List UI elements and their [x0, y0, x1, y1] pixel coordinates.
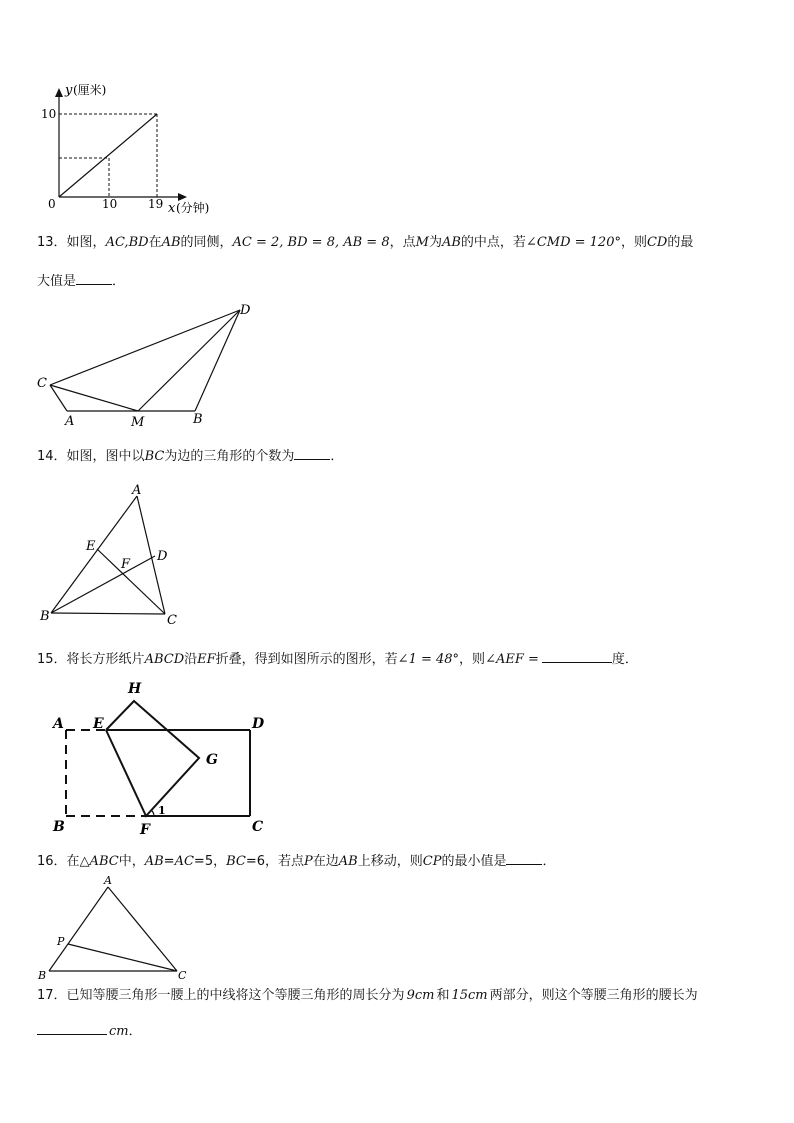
q13-math: ∠CMD = 120°	[525, 235, 621, 250]
q16-math: P	[304, 854, 313, 869]
label-a: A	[53, 716, 64, 732]
q14-end: ．	[330, 449, 344, 464]
label-f: F	[121, 557, 131, 572]
label-h: H	[128, 681, 142, 697]
label-g: G	[206, 752, 218, 768]
q13-text: 的最	[667, 235, 694, 250]
label-d: D	[240, 303, 251, 318]
origin-label: 0	[48, 197, 56, 211]
q13-text: 如图，	[66, 235, 106, 250]
q14-text: 为边的三角形的个数为	[164, 449, 295, 464]
answer-blank[interactable]	[542, 649, 612, 663]
x-axis-arrow	[178, 193, 187, 201]
label-a: A	[132, 483, 142, 498]
x-axis-unit: (分钟)	[176, 201, 210, 215]
segment-bc	[51, 613, 165, 614]
question-14	[37, 446, 343, 466]
label-b: B	[193, 412, 203, 427]
label-b: B	[38, 969, 47, 982]
q13-end: ．	[112, 274, 126, 289]
q15-number: 15．	[37, 652, 67, 667]
q13-math: AC = 2, BD = 8, AB = 8	[232, 235, 390, 250]
q16-math: △ABC	[79, 854, 119, 869]
q17-text: 和	[436, 988, 450, 1003]
label-c: C	[167, 613, 177, 628]
folded-part	[106, 701, 199, 816]
q15-text: ，则	[459, 652, 486, 667]
q13-number: 13．	[37, 235, 67, 250]
segment-bd	[51, 556, 155, 613]
question-13-line2	[37, 271, 125, 291]
label-d: D	[252, 716, 265, 732]
q15-text: 将长方形纸片	[66, 652, 145, 667]
q13-math: AC,BD	[105, 235, 149, 250]
q13-text: 在	[148, 235, 162, 250]
label-e: E	[86, 539, 96, 554]
label-p: P	[57, 935, 65, 948]
label-c: C	[37, 376, 47, 391]
q15-text: 沿	[184, 652, 198, 667]
q13-text: 的中点，若	[460, 235, 526, 250]
q13-text: 为	[428, 235, 442, 250]
question-13-line1	[37, 234, 693, 252]
q17-number: 17．	[37, 988, 67, 1003]
q16-text: 在边	[312, 854, 339, 869]
x-axis-label: x	[168, 201, 176, 216]
label-b: B	[40, 609, 50, 624]
q13-text: ，点	[389, 235, 416, 250]
q16-figure	[30, 872, 200, 984]
graph-line	[59, 114, 157, 197]
q16-math: AC	[174, 854, 194, 869]
q15-text: 折叠，得到如图所示的图形，若	[215, 652, 398, 667]
q16-math: CP	[422, 854, 442, 869]
label-c: C	[178, 969, 187, 982]
y-axis-label: y	[65, 83, 73, 98]
segment-ec	[97, 549, 165, 614]
q17-text: 已知等腰三角形一腰上的中线将这个等腰三角形的周长分为	[66, 988, 405, 1003]
label-m: M	[131, 415, 145, 430]
segment-pc	[68, 944, 177, 971]
q14-number: 14．	[37, 449, 67, 464]
q15-math: ABCD	[144, 652, 185, 667]
angle-1-label: 1	[158, 804, 166, 817]
q16-text: 中，	[118, 854, 145, 869]
q16-text: 在	[66, 854, 80, 869]
label-d: D	[157, 549, 168, 564]
answer-blank[interactable]	[37, 1021, 107, 1035]
q16-math: AB	[338, 854, 358, 869]
q16-text: =	[163, 854, 175, 869]
question-17-line2	[37, 1021, 142, 1041]
q16-end: ．	[542, 854, 556, 869]
answer-blank[interactable]	[76, 271, 112, 285]
q15-math: ∠AEF =	[485, 652, 539, 667]
q17-unit: cm	[109, 1024, 129, 1039]
q15-figure	[40, 678, 280, 843]
q16-text: =6，若点	[245, 854, 305, 869]
q14-text: 如图，图中以	[66, 449, 145, 464]
q16-text: 的最小值是	[441, 854, 507, 869]
x-tick-10: 10	[102, 197, 118, 211]
q14-figure	[30, 478, 200, 628]
q16-text: 上移动，则	[357, 854, 423, 869]
q15-math: ∠1 = 48°	[397, 652, 460, 667]
y-tick-10: 10	[41, 107, 57, 121]
q14-math: BC	[144, 449, 165, 464]
q16-math: AB	[144, 854, 164, 869]
q13-figure	[30, 298, 260, 433]
q15-end: 度．	[611, 652, 638, 667]
label-b: B	[53, 819, 65, 835]
segment-ac	[108, 887, 177, 971]
label-a: A	[104, 874, 112, 887]
distance-time-graph	[30, 80, 250, 220]
q16-text: =5，	[193, 854, 227, 869]
label-e: E	[93, 716, 104, 732]
segment-ab	[51, 496, 137, 613]
q16-math: BC	[226, 854, 246, 869]
label-c: C	[252, 819, 264, 835]
q13-math: AB	[161, 235, 181, 250]
question-17-line1	[37, 987, 698, 1005]
y-axis-arrow	[55, 88, 63, 97]
segment-ab	[49, 887, 108, 971]
q13-text: ，则	[620, 235, 647, 250]
question-15	[37, 649, 638, 669]
label-a: A	[65, 414, 75, 429]
q15-math: EF	[197, 652, 216, 667]
x-tick-19: 19	[148, 197, 164, 211]
segment-md	[138, 310, 240, 411]
q17-math: 9cm	[406, 988, 435, 1003]
q17-end: ．	[128, 1024, 142, 1039]
q17-text: 两部分，则这个等腰三角形的腰长为	[489, 988, 698, 1003]
segment-cm	[50, 385, 138, 411]
q17-math: 15cm	[451, 988, 488, 1003]
answer-blank[interactable]	[294, 446, 330, 460]
q13-math: M	[415, 235, 429, 250]
q16-number: 16．	[37, 854, 67, 869]
q13-math: CD	[646, 235, 668, 250]
label-f: F	[140, 822, 150, 838]
q13-math: AB	[441, 235, 461, 250]
answer-blank[interactable]	[506, 851, 542, 865]
q13-text: 的同侧，	[180, 235, 233, 250]
q13-text: 大值是	[37, 274, 77, 289]
y-axis-unit: (厘米)	[73, 83, 107, 97]
question-16	[37, 851, 555, 871]
